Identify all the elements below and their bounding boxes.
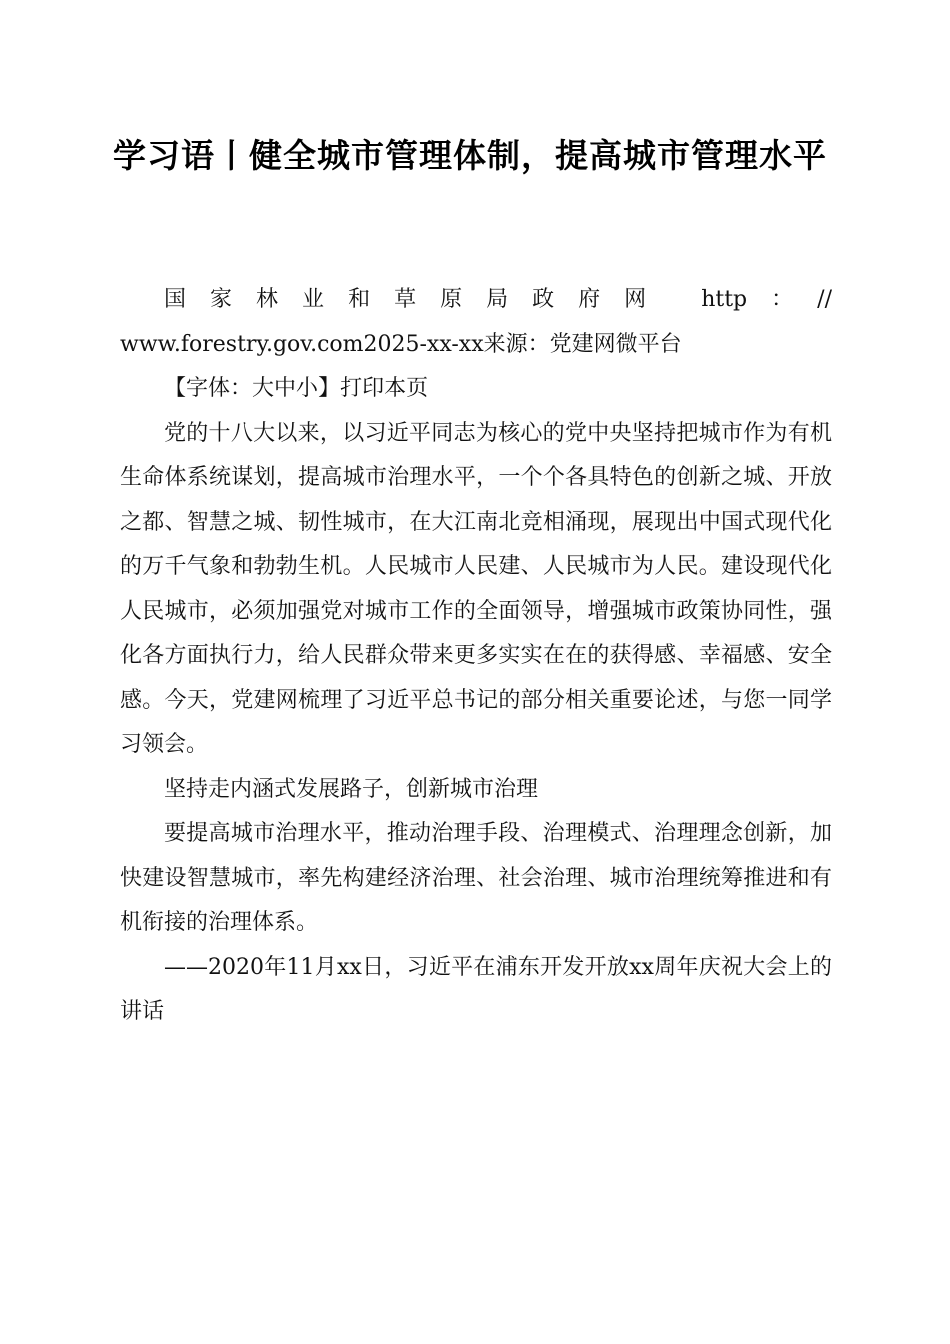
font-size-small-link[interactable]: 小 (296, 376, 319, 401)
print-page-link[interactable]: 打印本页 (340, 376, 429, 401)
intro-paragraph: 党的十八大以来，以习近平同志为核心的党中央坚持把城市作为有机生命体系统谋划，提高城市治理水平，一个个各具特色的创新之城、开放之都、智慧之城、韧性城市，在大江南北竞相涌现，展现出中国式现代化的万千气象和勃勃生机。人民城市人民建、人民城市为人民。建设现代化人民城市，必须加强党对城市工作的全面领导，增强城市政策协同性，强化各方面执行力，给人民群众带来更多实实在在的获得感、幸福感、安全感。今天，党建网梳理了习近平总书记的部分相关重要论述，与您一同学习领会。 (120, 420, 832, 757)
quote-source: ——2020年11月xx日，习近平在浦东开发开放xx周年庆祝大会上的讲话 (120, 954, 832, 1024)
section-heading: 坚持走内涵式发展路子，创新城市治理 (164, 776, 539, 802)
source-line: 国家林业和草原局政府网 http：// (164, 287, 832, 312)
quote-paragraph: 要提高城市治理水平，推动治理手段、治理模式、治理理念创新，加快建设智慧城市，率先构建经济治理、社会治理、城市治理统筹推进和有机衔接的治理体系。 (120, 821, 832, 935)
font-size-controls (120, 367, 832, 412)
source-detail-line: www.forestry.gov.com2025-xx-xx来源：党建网微平台 (120, 331, 682, 357)
font-size-medium-link[interactable]: 中 (274, 376, 297, 401)
font-size-label: 【字体： (164, 376, 253, 401)
article-title: 学习语丨健全城市管理体制，提高城市管理水平 (113, 136, 827, 175)
font-size-large-link[interactable]: 大 (252, 376, 275, 401)
font-size-bracket: 】 (318, 376, 341, 401)
article-body (120, 278, 832, 1035)
